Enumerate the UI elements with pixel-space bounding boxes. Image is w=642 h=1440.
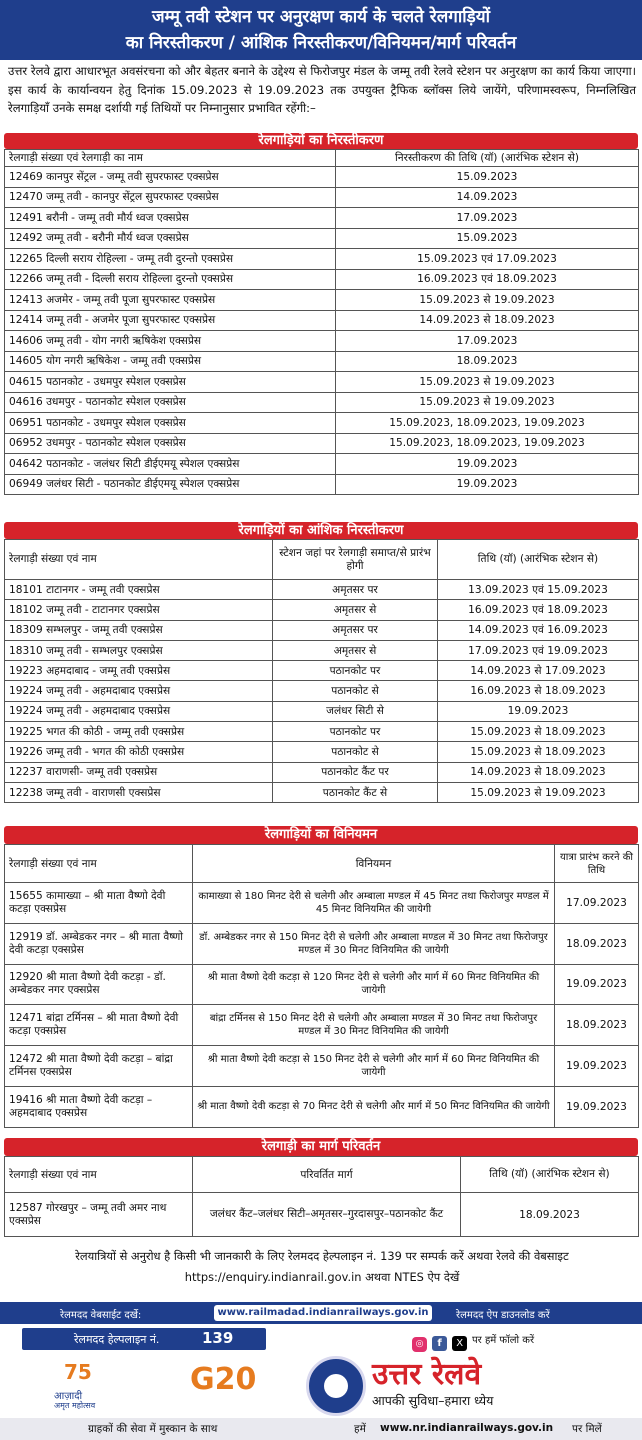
diversion-header-date: तिथि (यॉ) (आरंभिक स्टेशन से) bbox=[461, 1157, 639, 1193]
partial-cell: 16.09.2023 से 18.09.2023 bbox=[438, 681, 639, 701]
cancellation-cell: 15.09.2023, 18.09.2023, 19.09.2023 bbox=[336, 413, 639, 434]
regulation-section bbox=[4, 826, 638, 1128]
partial-row bbox=[5, 640, 639, 660]
cancellation-row bbox=[5, 269, 639, 290]
diversion-cell: 12587 गोरखपुर – जम्मू तवी अमर नाथ एक्सप्रेस bbox=[5, 1193, 193, 1237]
cancellation-cell: 06951 पठानकोट - उधमपुर स्पेशल एक्सप्रेस bbox=[5, 413, 336, 434]
partial-cell: जलंधर सिटी से bbox=[273, 701, 438, 721]
diversion-header-route: परिवर्तित मार्ग bbox=[193, 1157, 461, 1193]
partial-cancellation-rows bbox=[5, 580, 639, 803]
partial-cell: 14.09.2023 से 17.09.2023 bbox=[438, 661, 639, 681]
brand-tagline: आपकी सुविधा–हमारा ध्येय bbox=[372, 1393, 494, 1408]
regulation-row bbox=[5, 1005, 639, 1046]
northern-railway-brand bbox=[372, 1358, 493, 1409]
azadi-logo: 75 आज़ादी अमृत महोत्सव bbox=[54, 1360, 96, 1410]
helpline-label: रेलमदद हेल्पलाइन नं. bbox=[74, 1333, 160, 1346]
regulation-cell: 12920 श्री माता वैष्णो देवी कटड़ा - डॉ. अम्बेडकर नगर एक्सप्रेस bbox=[5, 964, 193, 1005]
railmadad-site-label: रेलमदद वेबसाईट दर्खे: bbox=[60, 1310, 142, 1321]
partial-cell: 18101 टाटानगर - जम्मू तवी एक्सप्रेस bbox=[5, 580, 273, 600]
instagram-icon[interactable]: ◎ bbox=[412, 1337, 427, 1352]
header-line-2: का निरस्तीकरण / आंशिक निरस्तीकरण/विनियमन/मार्ग परिवर्तन bbox=[125, 33, 517, 53]
cancellation-row bbox=[5, 331, 639, 352]
cancellation-cell: 15.09.2023 से 19.09.2023 bbox=[336, 392, 639, 413]
regulation-cell: 12919 डॉ. अम्बेडकर नगर – श्री माता वैष्णो देवी कटड़ा एक्सप्रेस bbox=[5, 923, 193, 964]
partial-row bbox=[5, 620, 639, 640]
regulation-cell: 18.09.2023 bbox=[555, 1005, 639, 1046]
cancellation-cell: 15.09.2023 bbox=[336, 228, 639, 249]
regulation-cell: 12472 श्री माता वैष्णो देवी कटड़ा – बांद्रा टर्मिनस एक्सप्रेस bbox=[5, 1046, 193, 1087]
partial-row bbox=[5, 681, 639, 701]
helpline-bar bbox=[0, 1326, 642, 1352]
partial-cell: 18310 जम्मू तवी - सम्भलपुर एक्सप्रेस bbox=[5, 640, 273, 660]
partial-header-train: रेलगाड़ी संख्या एवं नाम bbox=[5, 540, 273, 580]
cancellation-cell: 06949 जलंधर सिटी - पठानकोट डीईएमयू स्पेशल एक्सप्रेस bbox=[5, 474, 336, 495]
partial-cell: पठानकोट से bbox=[273, 742, 438, 762]
cancellation-cell: 12492 जम्मू तवी - बरौनी मौर्य ध्वज एक्सप्रेस bbox=[5, 228, 336, 249]
website-prefix: हमें bbox=[354, 1423, 366, 1435]
regulation-row bbox=[5, 923, 639, 964]
partial-cell: पठानकोट पर bbox=[273, 722, 438, 742]
cancellation-cell: 14.09.2023 से 18.09.2023 bbox=[336, 310, 639, 331]
indian-railways-emblem-icon bbox=[306, 1356, 366, 1416]
partial-header-date: तिथि (यॉ) (आरंभिक स्टेशन से) bbox=[438, 540, 639, 580]
partial-cell: अमृतसर से bbox=[273, 600, 438, 620]
partial-cell: 19224 जम्मू तवी - अहमदाबाद एक्सप्रेस bbox=[5, 681, 273, 701]
cancellation-row bbox=[5, 290, 639, 311]
partial-row bbox=[5, 580, 639, 600]
cancellation-row bbox=[5, 351, 639, 372]
regulation-header-train: रेलगाड़ी संख्या एवं नाम bbox=[5, 845, 193, 883]
diversion-cell: 18.09.2023 bbox=[461, 1193, 639, 1237]
partial-cell: 19223 अहमदाबाद - जम्मू तवी एक्सप्रेस bbox=[5, 661, 273, 681]
cancellation-cell: 14605 योग नगरी ऋषिकेश - जम्मू तवी एक्सप्रेस bbox=[5, 351, 336, 372]
diversion-row bbox=[5, 1193, 639, 1237]
cancellation-rows bbox=[5, 167, 639, 495]
cancellation-row bbox=[5, 433, 639, 454]
partial-header-station: स्टेशन जहां पर रेलगाड़ी समाप्त/से प्रारंभ होगी bbox=[273, 540, 438, 580]
diversion-header-train: रेलगाड़ी संख्या एवं नाम bbox=[5, 1157, 193, 1193]
regulation-rows bbox=[5, 883, 639, 1128]
cancellation-cell: 14606 जम्मू तवी - योग नगरी ऋषिकेश एक्सप्रेस bbox=[5, 331, 336, 352]
cancellation-cell: 18.09.2023 bbox=[336, 351, 639, 372]
cancellation-header-date: निरस्तीकरण की तिथि (यॉ) (आरंभिक स्टेशन से) bbox=[336, 150, 639, 167]
cancellation-cell: 15.09.2023 से 19.09.2023 bbox=[336, 290, 639, 311]
cancellation-cell: 15.09.2023 bbox=[336, 167, 639, 188]
partial-cell: 15.09.2023 से 18.09.2023 bbox=[438, 722, 639, 742]
cancellation-cell: 14.09.2023 bbox=[336, 187, 639, 208]
cancellation-row bbox=[5, 372, 639, 393]
partial-cancellation-title: रेलगाड़ियों का आंशिक निरस्तीकरण bbox=[4, 522, 638, 539]
partial-cell: 13.09.2023 एवं 15.09.2023 bbox=[438, 580, 639, 600]
diversion-section bbox=[4, 1138, 638, 1237]
cancellation-cell: 17.09.2023 bbox=[336, 208, 639, 229]
regulation-cell: श्री माता वैष्णो देवी कटड़ा से 120 मिनट देरी से चलेगी और मार्ग में 60 मिनट विनियमित की जायेगी bbox=[193, 964, 555, 1005]
regulation-cell: 17.09.2023 bbox=[555, 883, 639, 924]
partial-cell: 15.09.2023 से 18.09.2023 bbox=[438, 742, 639, 762]
partial-cell: पठानकोट से bbox=[273, 681, 438, 701]
partial-cell: 19.09.2023 bbox=[438, 701, 639, 721]
cancellation-cell: 15.09.2023 से 19.09.2023 bbox=[336, 372, 639, 393]
cancellation-row bbox=[5, 413, 639, 434]
cancellation-row bbox=[5, 167, 639, 188]
cancellation-row bbox=[5, 454, 639, 475]
cancellation-cell: 19.09.2023 bbox=[336, 474, 639, 495]
cancellation-section bbox=[4, 133, 638, 495]
website-suffix: पर मिलें bbox=[572, 1423, 602, 1435]
regulation-row bbox=[5, 1086, 639, 1127]
cancellation-cell: 12413 अजमेर - जम्मू तवी पूजा सुपरफास्ट एक्सप्रेस bbox=[5, 290, 336, 311]
regulation-cell: श्री माता वैष्णो देवी कटड़ा से 70 मिनट देरी से चलेगी और मार्ग में 50 मिनट विनियमित की जायेगी bbox=[193, 1086, 555, 1127]
regulation-header-date: यात्रा प्रारंभ करने की तिथि bbox=[555, 845, 639, 883]
x-icon[interactable]: X bbox=[452, 1336, 467, 1351]
regulation-cell: श्री माता वैष्णो देवी कटड़ा से 150 मिनट देरी से चलेगी और मार्ग में 60 मिनट विनियमित की जायेगी bbox=[193, 1046, 555, 1087]
regulation-row bbox=[5, 883, 639, 924]
regulation-cell: कामाख्या से 180 मिनट देरी से चलेगी और अम्बाला मण्डल में 45 मिनट तथा फिरोजपुर मण्डल में 45 मिनट विनियमित की जायेगी bbox=[193, 883, 555, 924]
partial-row bbox=[5, 782, 639, 802]
diversion-rows bbox=[5, 1193, 639, 1237]
cancellation-cell: 04615 पठानकोट - उधमपुर स्पेशल एक्सप्रेस bbox=[5, 372, 336, 393]
service-line: ग्राहकों की सेवा में मुस्कान के साथ bbox=[88, 1423, 218, 1435]
cancellation-row bbox=[5, 474, 639, 495]
cancellation-cell: 12470 जम्मू तवी - कानपुर सेंट्रल सुपरफास्ट एक्सप्रेस bbox=[5, 187, 336, 208]
cancellation-cell: 12491 बरौनी - जम्मू तवी मौर्य ध्वज एक्सप्रेस bbox=[5, 208, 336, 229]
cancellation-cell: 19.09.2023 bbox=[336, 454, 639, 475]
page-header bbox=[0, 0, 642, 60]
partial-cell: 14.09.2023 एवं 16.09.2023 bbox=[438, 620, 639, 640]
regulation-cell: बांद्रा टर्मिनस से 150 मिनट देरी से चलेगी और अम्बाला मण्डल में 30 मिनट तथा फिरोजपुर मण्डल में 30 मिनट विनियमित की जायेगी bbox=[193, 1005, 555, 1046]
partial-cell: 18309 सम्भलपुर - जम्मू तवी एक्सप्रेस bbox=[5, 620, 273, 640]
helpline-note: रेलयात्रियों से अनुरोध है किसी भी जानकारी के लिए रेलमदद हेल्पलाइन नं. 139 पर सम्पर्क करें अथवा रेलवे की वेबसाइट https://enquiry.indianrail.gov.in अथवा NTES ऐप देखें bbox=[75, 1249, 569, 1284]
diversion-table bbox=[4, 1156, 639, 1237]
azadi-line-1: आज़ादी bbox=[54, 1391, 83, 1402]
railmadad-app-label: रेलमदद ऐप डाउनलोड करें bbox=[456, 1310, 550, 1321]
partial-cell: पठानकोट पर bbox=[273, 661, 438, 681]
cancellation-cell: 12414 जम्मू तवी - अजमेर पूजा सुपरफास्ट एक्सप्रेस bbox=[5, 310, 336, 331]
diversion-cell: जलंधर कैंट–जलंधर सिटी–अमृतसर–गुरदासपुर–पठानकोट कैंट bbox=[193, 1193, 461, 1237]
cancellation-cell: 12266 जम्मू तवी - दिल्ली सराय रोहिल्ला दुरन्तो एक्सप्रेस bbox=[5, 269, 336, 290]
helpline-number: 139 bbox=[202, 1329, 234, 1347]
partial-cell: 15.09.2023 से 19.09.2023 bbox=[438, 782, 639, 802]
cancellation-table bbox=[4, 149, 639, 495]
regulation-cell: 19416 श्री माता वैष्णो देवी कटड़ा – अहमदाबाद एक्सप्रेस bbox=[5, 1086, 193, 1127]
cancellation-row bbox=[5, 228, 639, 249]
logos-strip bbox=[0, 1354, 642, 1418]
partial-row bbox=[5, 661, 639, 681]
regulation-cell: 19.09.2023 bbox=[555, 964, 639, 1005]
partial-row bbox=[5, 701, 639, 721]
partial-cell: अमृतसर पर bbox=[273, 620, 438, 640]
diversion-title: रेलगाड़ी का मार्ग परिवर्तन bbox=[4, 1138, 638, 1156]
cancellation-title: रेलगाड़ियों का निरस्तीकरण bbox=[4, 133, 638, 149]
cancellation-cell: 12469 कानपुर सेंट्रल - जम्मू तवी सुपरफास्ट एक्सप्रेस bbox=[5, 167, 336, 188]
partial-cell: पठानकोट कैंट से bbox=[273, 782, 438, 802]
cancellation-row bbox=[5, 310, 639, 331]
partial-row bbox=[5, 742, 639, 762]
partial-cell: 12238 जम्मू तवी - वाराणसी एक्सप्रेस bbox=[5, 782, 273, 802]
partial-row bbox=[5, 600, 639, 620]
cancellation-cell: 15.09.2023, 18.09.2023, 19.09.2023 bbox=[336, 433, 639, 454]
cancellation-header-train: रेलगाड़ी संख्या एवं रेलगाड़ी का नाम bbox=[5, 150, 336, 167]
regulation-title: रेलगाड़ियों का विनियमन bbox=[4, 826, 638, 844]
partial-cell: 12237 वाराणसी- जम्मू तवी एक्सप्रेस bbox=[5, 762, 273, 782]
website-link[interactable]: www.nr.indianrailways.gov.in bbox=[380, 1422, 554, 1434]
regulation-row bbox=[5, 964, 639, 1005]
cancellation-cell: 16.09.2023 एवं 18.09.2023 bbox=[336, 269, 639, 290]
partial-cell: अमृतसर पर bbox=[273, 580, 438, 600]
azadi-line-2: अमृत महोत्सव bbox=[54, 1401, 96, 1410]
cancellation-row bbox=[5, 392, 639, 413]
g20-logo: G20 bbox=[190, 1362, 257, 1397]
brand-name: उत्तर रेलवे bbox=[372, 1357, 482, 1392]
header-line-1: जम्मू तवी स्टेशन पर अनुरक्षण कार्य के चलते रेलगाड़ियों bbox=[152, 7, 490, 27]
regulation-header-regulation: विनियमन bbox=[193, 845, 555, 883]
regulation-table bbox=[4, 844, 639, 1128]
partial-cancellation-section bbox=[4, 522, 638, 803]
partial-row bbox=[5, 762, 639, 782]
partial-cell: 14.09.2023 से 18.09.2023 bbox=[438, 762, 639, 782]
bottom-bar bbox=[0, 1418, 642, 1440]
social-icons bbox=[412, 1331, 467, 1352]
partial-cell: 18102 जम्मू तवी - टाटानगर एक्सप्रेस bbox=[5, 600, 273, 620]
cancellation-row bbox=[5, 187, 639, 208]
partial-cell: 19224 जम्मू तवी - अहमदाबाद एक्सप्रेस bbox=[5, 701, 273, 721]
partial-cancellation-table bbox=[4, 539, 639, 803]
partial-row bbox=[5, 722, 639, 742]
cancellation-cell: 15.09.2023 एवं 17.09.2023 bbox=[336, 249, 639, 270]
partial-cell: 16.09.2023 एवं 18.09.2023 bbox=[438, 600, 639, 620]
cancellation-cell: 17.09.2023 bbox=[336, 331, 639, 352]
regulation-cell: 18.09.2023 bbox=[555, 923, 639, 964]
cancellation-cell: 12265 दिल्ली सराय रोहिल्ला - जम्मू तवी दुरन्तो एक्सप्रेस bbox=[5, 249, 336, 270]
partial-cell: 17.09.2023 एवं 19.09.2023 bbox=[438, 640, 639, 660]
regulation-cell: 19.09.2023 bbox=[555, 1086, 639, 1127]
partial-cell: 19226 जम्मू तवी - भगत की कोठी एक्सप्रेस bbox=[5, 742, 273, 762]
cancellation-cell: 06952 उधमपुर - पठानकोट स्पेशल एक्सप्रेस bbox=[5, 433, 336, 454]
intro-paragraph: उत्तर रेलवे द्वारा आधारभूत अवसंरचना को और बेहतर बनाने के उद्देश्य से फिरोजपुर मंडल के जम्मू तवी रेलवे स्टेशन पर अनुरक्षण का कार्य किया जाएगा। इस कार्य के कार्यान्वयन हेतु दिनांक 15.09.2023 से 19.09.2023 तक उपयुक्त ट्रैफिक ब्लॉक्स लिये जायेंगे, परिणामस्वरूप, निम्नलिखित रेलगाड़ियाँ उनके समक्ष दर्शायी गई तिथियों पर निम्नानुसार प्रभावित रहेंगी:– bbox=[8, 64, 636, 115]
partial-cell: पठानकोट कैंट पर bbox=[273, 762, 438, 782]
cancellation-cell: 04616 उधमपुर - पठानकोट स्पेशल एक्सप्रेस bbox=[5, 392, 336, 413]
follow-label: पर हमें फॉलो करें bbox=[472, 1335, 535, 1346]
regulation-row bbox=[5, 1046, 639, 1087]
regulation-cell: 19.09.2023 bbox=[555, 1046, 639, 1087]
cancellation-cell: 04642 पठानकोट - जलंधर सिटी डीईएमयू स्पेशल एक्सप्रेस bbox=[5, 454, 336, 475]
railmadad-bar bbox=[0, 1302, 642, 1324]
partial-cell: अमृतसर से bbox=[273, 640, 438, 660]
cancellation-row bbox=[5, 249, 639, 270]
regulation-cell: 12471 बांद्रा टर्मिनस – श्री माता वैष्णो देवी कटड़ा एक्सप्रेस bbox=[5, 1005, 193, 1046]
regulation-cell: डॉ. अम्बेडकर नगर से 150 मिनट देरी से चलेगी और अम्बाला मण्डल में 30 मिनट तथा फिरोजपुर मण्डल में 30 मिनट विनियमित की जायेगी bbox=[193, 923, 555, 964]
railmadad-site-link[interactable]: www.railmadad.indianrailways.gov.in bbox=[214, 1305, 432, 1321]
partial-cell: 19225 भगत की कोठी - जम्मू तवी एक्सप्रेस bbox=[5, 722, 273, 742]
regulation-cell: 15655 कामाख्या – श्री माता वैष्णो देवी कटड़ा एक्सप्रेस bbox=[5, 883, 193, 924]
facebook-icon[interactable]: f bbox=[432, 1336, 447, 1351]
cancellation-row bbox=[5, 208, 639, 229]
